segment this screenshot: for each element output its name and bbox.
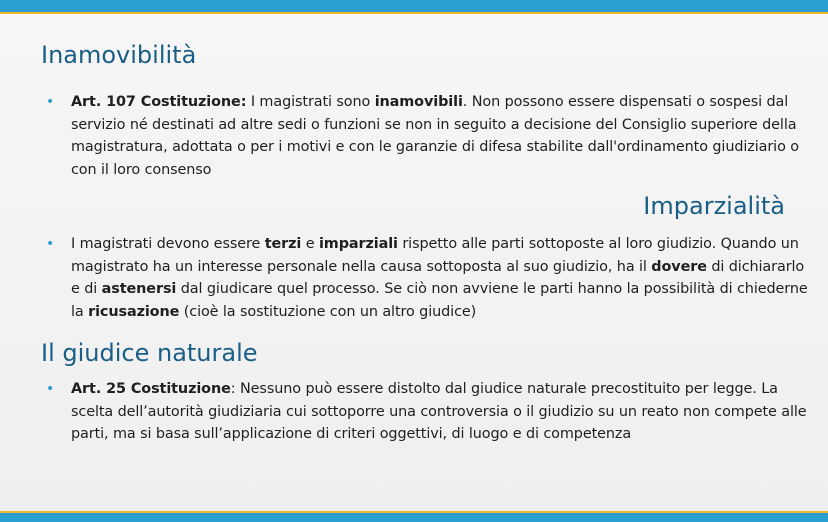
bullet-imparzialita (46, 233, 816, 323)
bullet-dot-icon: • (46, 381, 55, 397)
bullet-text: Art. 107 Costituzione: I magistrati sono inamovibili. Non possono essere dispensati o sospesi dal servizio né destinati ad altre sedi o funzioni se non in seguito a decisione del Consiglio superiore della magistratura, adottata o per i motivi e con le garanzie di difesa stabilite dall'ordinamento giudiziario o con il loro consenso (71, 94, 799, 178)
slide (0, 14, 828, 511)
bullet-art-25 (46, 378, 816, 446)
bullet-text: Art. 25 Costituzione: Nessuno può essere distolto dal giudice naturale precostituito per legge. La scelta dell’autorità giudiziaria cui sottoporre una controversia o il giudizio su un reato non compete alle parti, ma si basa sull’applicazione di criteri oggettivi, di luogo e di competenza (71, 381, 807, 442)
bullet-dot-icon: • (46, 236, 55, 252)
bullet-text: I magistrati devono essere terzi e imparziali rispetto alle parti sottoposte al loro giudizio. Quando un magistrato ha un interesse personale nella causa sottoposta al suo giudizio, ha il dovere di dichiararlo e di astenersi dal giudicare quel processo. Se ciò non avviene le parti hanno la possibilità di chiederne la ricusazione (cioè la sostituzione con un altro giudice) (71, 236, 808, 320)
bottom-accent-bar (0, 511, 828, 522)
heading-inamovibilita: Inamovibilità (41, 41, 197, 69)
heading-imparzialita: Imparzialità (643, 192, 785, 220)
bullet-dot-icon: • (46, 94, 55, 110)
bullet-art-107 (46, 91, 816, 181)
heading-giudice-naturale: Il giudice naturale (41, 339, 258, 367)
top-accent-bar (0, 0, 828, 14)
